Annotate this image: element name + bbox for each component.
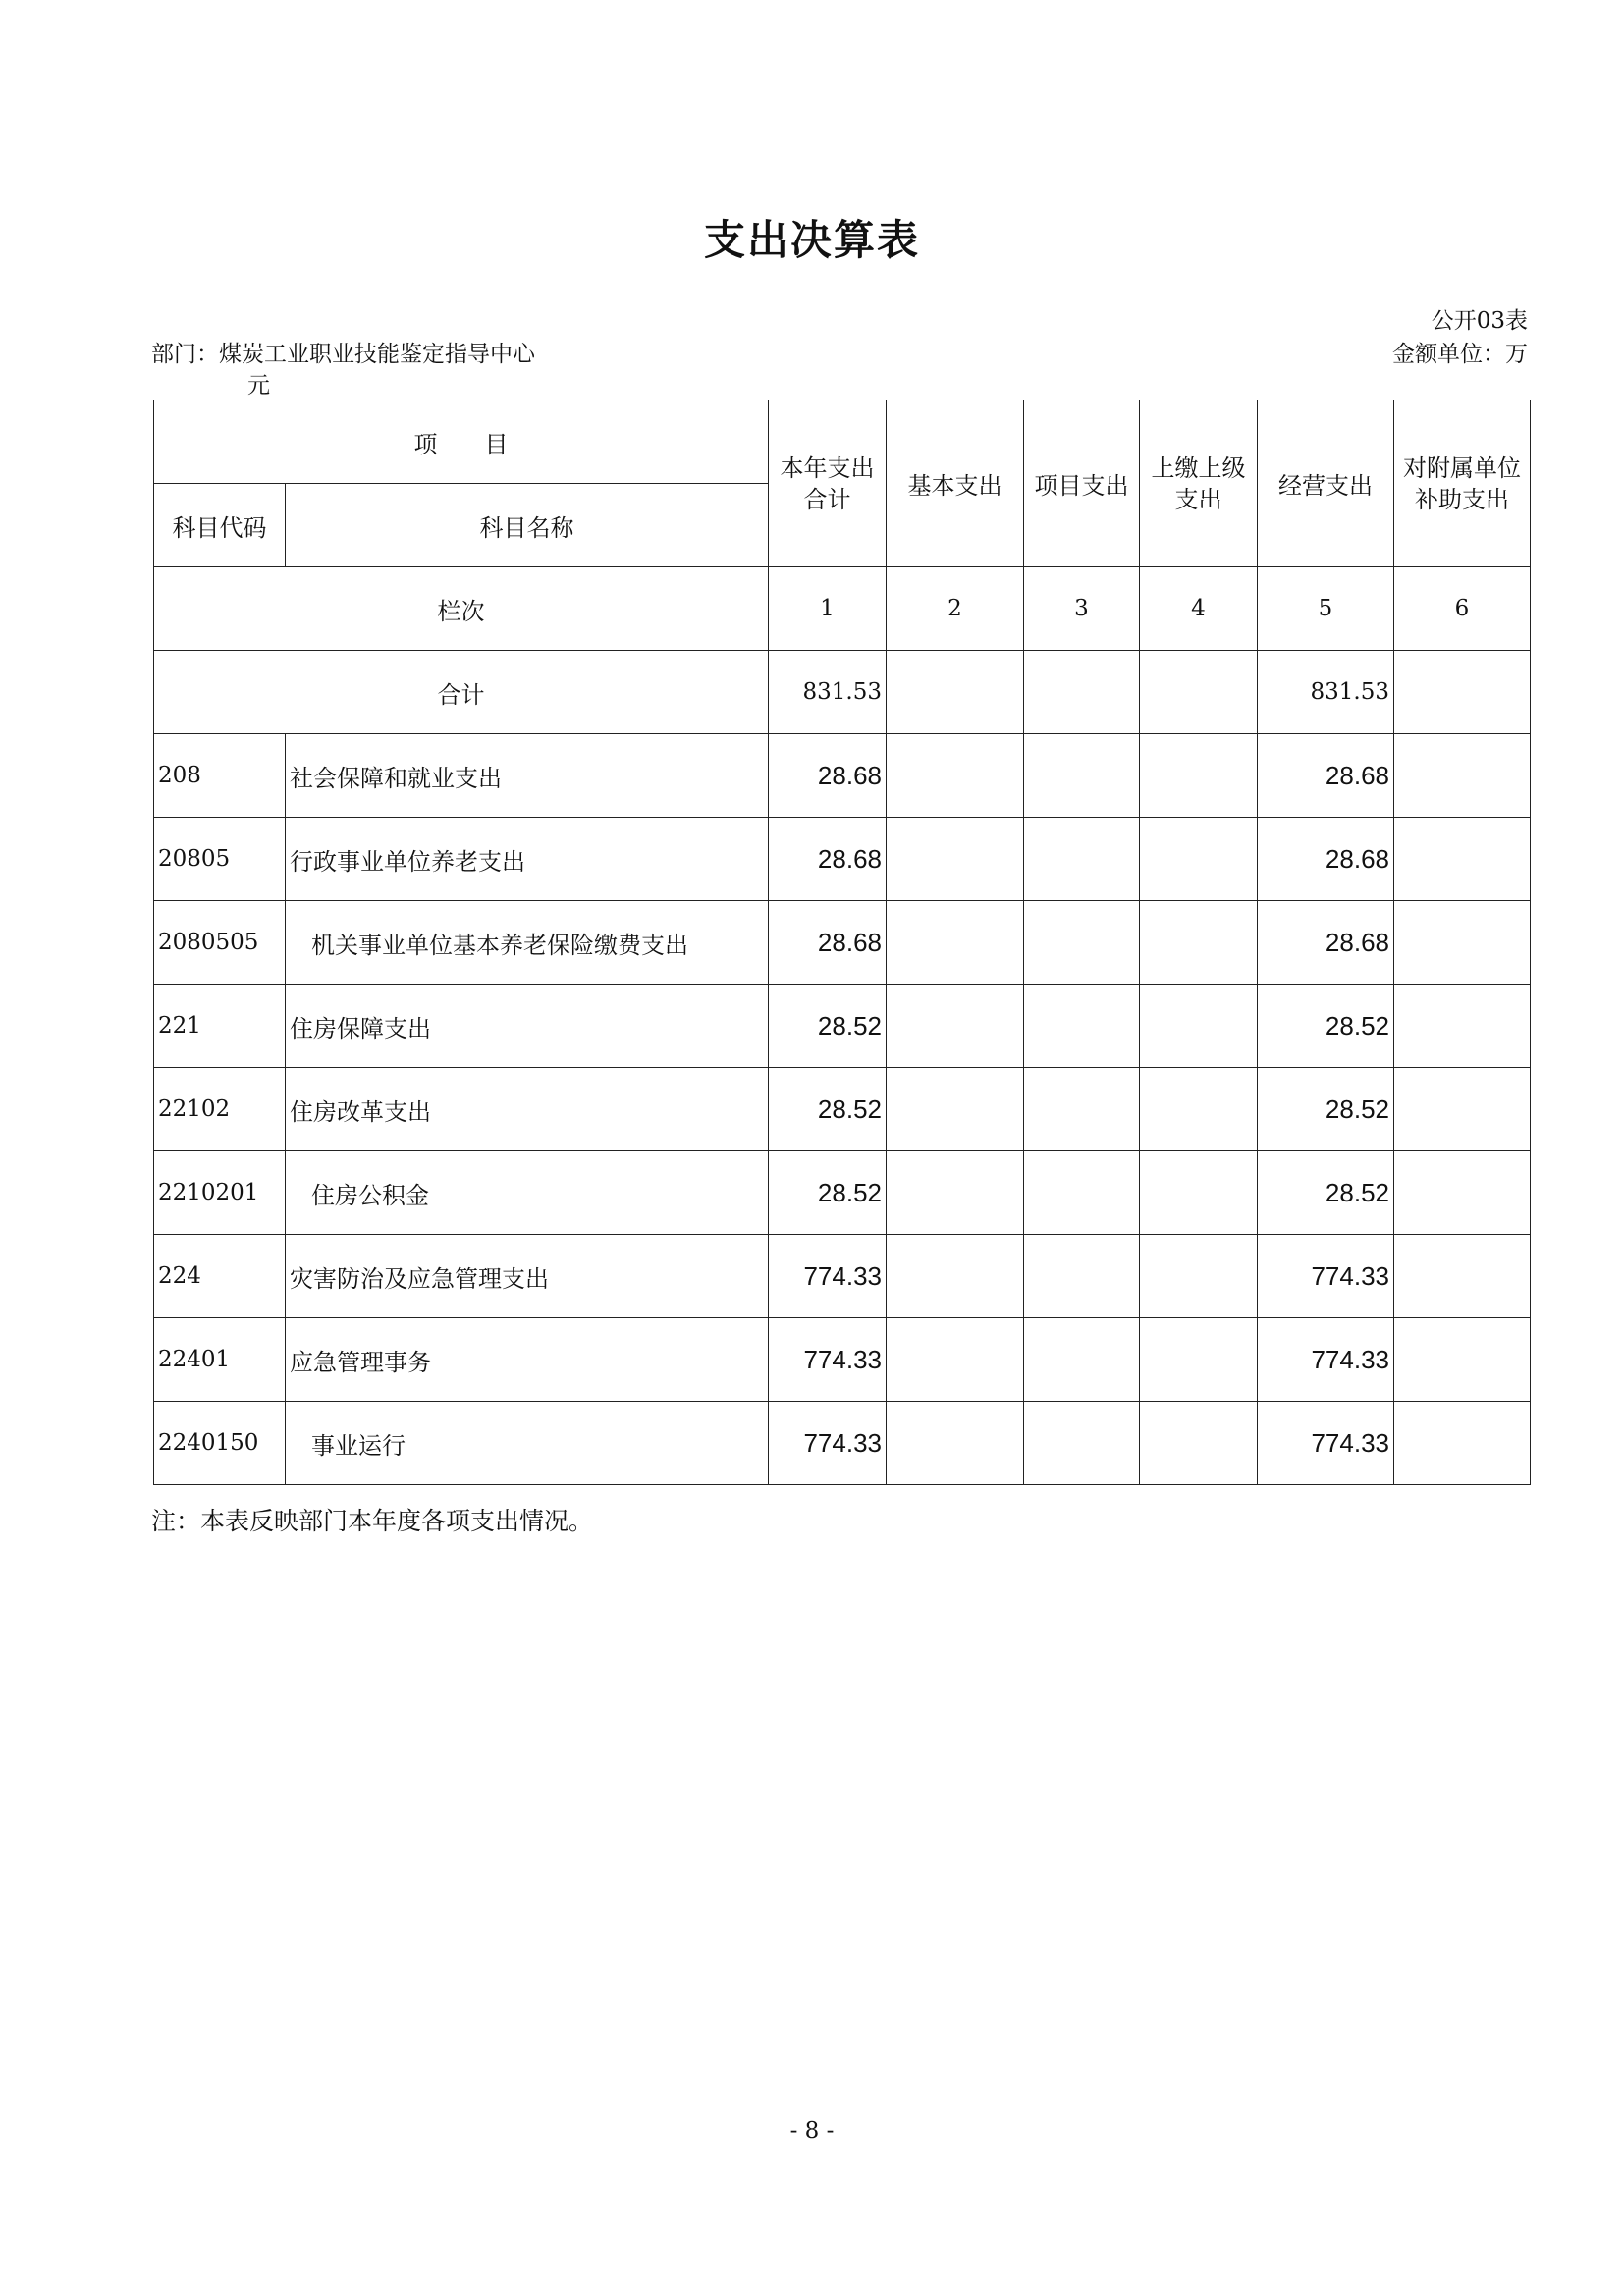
page-title: 支出决算表 [703, 216, 920, 264]
row-name: 住房改革支出 [286, 1068, 769, 1151]
row-col2 [887, 818, 1024, 901]
row-col1: 28.52 [769, 1068, 887, 1151]
col-index-2: 2 [887, 567, 1024, 651]
row-col1: 774.33 [769, 1318, 887, 1402]
row-name: 住房保障支出 [286, 985, 769, 1068]
table-row [154, 1235, 1531, 1318]
table-row [154, 1068, 1531, 1151]
col-index-5: 5 [1258, 567, 1394, 651]
table-row [154, 1318, 1531, 1402]
data-rows [154, 734, 1531, 1485]
row-col4 [1140, 1068, 1258, 1151]
row-col1: 28.68 [769, 901, 887, 985]
total-label: 合计 [154, 651, 769, 734]
row-col6 [1394, 1318, 1531, 1402]
table-row [154, 901, 1531, 985]
row-col5: 28.52 [1258, 1068, 1394, 1151]
row-name: 社会保障和就业支出 [286, 734, 769, 818]
row-col1: 28.52 [769, 985, 887, 1068]
header-col5: 经营支出 [1258, 400, 1394, 567]
col-index-3: 3 [1024, 567, 1140, 651]
row-col2 [887, 1235, 1024, 1318]
row-code: 22401 [154, 1318, 286, 1402]
row-code: 221 [154, 985, 286, 1068]
page-number: - 8 - [789, 2118, 835, 2144]
col-index-1: 1 [769, 567, 887, 651]
header-col4: 上缴上级支出 [1140, 400, 1258, 567]
row-col3 [1024, 818, 1140, 901]
total-col2 [887, 651, 1024, 734]
row-col4 [1140, 1235, 1258, 1318]
row-name: 机关事业单位基本养老保险缴费支出 [286, 901, 769, 985]
table-row [154, 1402, 1531, 1485]
table-row [154, 985, 1531, 1068]
row-col3 [1024, 1402, 1140, 1485]
row-name: 灾害防治及应急管理支出 [286, 1235, 769, 1318]
table-row [154, 818, 1531, 901]
row-code: 208 [154, 734, 286, 818]
row-col1: 774.33 [769, 1402, 887, 1485]
row-col4 [1140, 901, 1258, 985]
row-code: 2210201 [154, 1151, 286, 1235]
row-col4 [1140, 1151, 1258, 1235]
row-col3 [1024, 1068, 1140, 1151]
total-col5: 831.53 [1258, 651, 1394, 734]
header-col3: 项目支出 [1024, 400, 1140, 567]
row-col2 [887, 734, 1024, 818]
header-row-1 [154, 400, 1531, 484]
row-col6 [1394, 734, 1531, 818]
form-number: 公开03表 [1431, 308, 1528, 334]
row-col2 [887, 1402, 1024, 1485]
department-label: 部门：煤炭工业职业技能鉴定指导中心 [151, 342, 535, 367]
header-item: 项 目 [154, 400, 769, 484]
row-col2 [887, 985, 1024, 1068]
row-col2 [887, 1151, 1024, 1235]
row-col1: 28.52 [769, 1151, 887, 1235]
column-index-row [154, 567, 1531, 651]
unit-label: 金额单位：万 [1392, 342, 1528, 367]
total-col3 [1024, 651, 1140, 734]
col-index-6: 6 [1394, 567, 1531, 651]
row-col4 [1140, 1402, 1258, 1485]
lanci-label: 栏次 [154, 567, 769, 651]
row-col6 [1394, 818, 1531, 901]
row-col5: 28.52 [1258, 985, 1394, 1068]
header-col2: 基本支出 [887, 400, 1024, 567]
row-col6 [1394, 1402, 1531, 1485]
row-col4 [1140, 734, 1258, 818]
row-col3 [1024, 985, 1140, 1068]
row-col5: 774.33 [1258, 1402, 1394, 1485]
row-col1: 28.68 [769, 818, 887, 901]
row-col5: 28.68 [1258, 818, 1394, 901]
header-name: 科目名称 [286, 484, 769, 567]
row-code: 224 [154, 1235, 286, 1318]
row-col2 [887, 901, 1024, 985]
row-code: 2240150 [154, 1402, 286, 1485]
row-name: 行政事业单位养老支出 [286, 818, 769, 901]
row-col6 [1394, 985, 1531, 1068]
row-name: 事业运行 [286, 1402, 769, 1485]
table-row [154, 1151, 1531, 1235]
row-col4 [1140, 1318, 1258, 1402]
table-row [154, 734, 1531, 818]
total-col4 [1140, 651, 1258, 734]
row-col4 [1140, 818, 1258, 901]
expenditure-table [153, 400, 1531, 1485]
row-name: 住房公积金 [286, 1151, 769, 1235]
col-index-4: 4 [1140, 567, 1258, 651]
row-col5: 28.68 [1258, 901, 1394, 985]
row-name: 应急管理事务 [286, 1318, 769, 1402]
row-col5: 774.33 [1258, 1318, 1394, 1402]
total-row [154, 651, 1531, 734]
row-col1: 28.68 [769, 734, 887, 818]
row-col1: 774.33 [769, 1235, 887, 1318]
row-col2 [887, 1318, 1024, 1402]
row-col5: 28.68 [1258, 734, 1394, 818]
total-col6 [1394, 651, 1531, 734]
row-col4 [1140, 985, 1258, 1068]
header-col6: 对附属单位补助支出 [1394, 400, 1531, 567]
row-col3 [1024, 1318, 1140, 1402]
row-col6 [1394, 1151, 1531, 1235]
unit-label-wrap: 元 [247, 373, 270, 399]
row-col3 [1024, 1151, 1140, 1235]
row-code: 22102 [154, 1068, 286, 1151]
header-code: 科目代码 [154, 484, 286, 567]
row-col3 [1024, 901, 1140, 985]
row-col6 [1394, 1068, 1531, 1151]
total-col1: 831.53 [769, 651, 887, 734]
row-code: 2080505 [154, 901, 286, 985]
row-col5: 28.52 [1258, 1151, 1394, 1235]
header-col1: 本年支出合计 [769, 400, 887, 567]
row-col2 [887, 1068, 1024, 1151]
row-code: 20805 [154, 818, 286, 901]
row-col6 [1394, 1235, 1531, 1318]
row-col5: 774.33 [1258, 1235, 1394, 1318]
row-col6 [1394, 901, 1531, 985]
table-note: 注：本表反映部门本年度各项支出情况。 [151, 1507, 594, 1535]
row-col3 [1024, 1235, 1140, 1318]
row-col3 [1024, 734, 1140, 818]
